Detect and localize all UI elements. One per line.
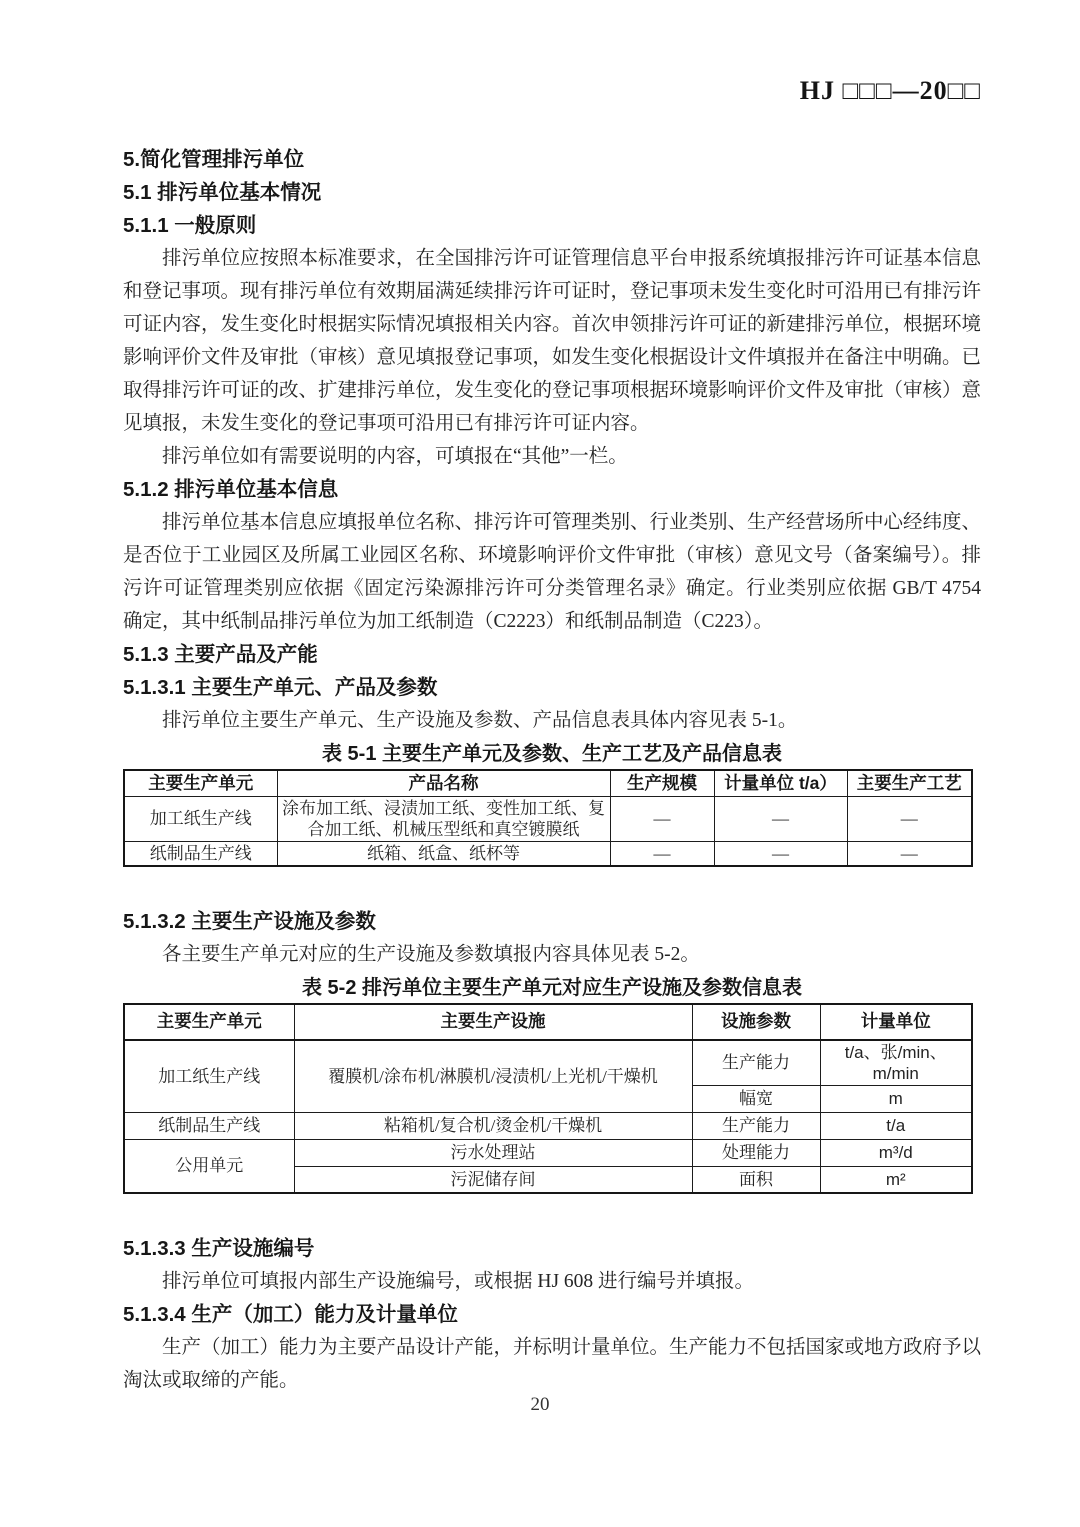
table-5-1-caption: 表 5-1 主要生产单元及参数、生产工艺及产品信息表	[321, 743, 783, 765]
cell-products: 纸箱、纸盒、纸杯等	[277, 841, 610, 866]
paragraph-general-principles: 排污单位应按照本标准要求，在全国排污许可证管理信息平台申报系统填报排污许可证基本信息和登记事项。现有排污单位有效期届满延续排污许可证时，登记事项未发生变化时可沿用已有排污许可证内容，发生变化时根据实际情况填报相关内容。首次申领排污许可证的新建排污单位，根据环境影响评价文件及审批（审核）意见填报登记事项，如发生变化根据设计文件填报并在备注中明确。已取得排污许可证的改、扩建排污单位，发生变化的登记事项根据环境影响评价文件及审批（审核）意见填报，未发生变化的登记事项可沿用已有排污许可证内容。	[123, 248, 982, 434]
table-row	[124, 841, 972, 866]
cell-param: 面积	[692, 1166, 820, 1193]
cell-measure: m³/d	[820, 1139, 972, 1166]
cell-unit: 纸制品生产线	[124, 841, 277, 866]
column-header-measure-unit: 计量单位	[820, 1004, 972, 1040]
column-header-scale: 生产规模	[610, 770, 714, 796]
table-5-1	[123, 769, 973, 867]
heading-5: 5.简化管理排污单位	[123, 148, 305, 171]
cell-measure: m	[820, 1085, 972, 1112]
cell-process: —	[847, 841, 972, 866]
cell-param: 处理能力	[692, 1139, 820, 1166]
heading-5-1-1: 5.1.1 一般原则	[123, 214, 257, 237]
column-header-facility-param: 设施参数	[692, 1004, 820, 1040]
paragraph-facility-numbering: 排污单位可填报内部生产设施编号，或根据 HJ 608 进行编号并填报。	[162, 1271, 755, 1292]
cell-unit: 加工纸生产线	[124, 1040, 294, 1113]
heading-5-1-3-4: 5.1.3.4 生产（加工）能力及计量单位	[123, 1303, 458, 1326]
cell-measure: —	[714, 796, 847, 841]
cell-facility: 污泥储存间	[294, 1166, 692, 1193]
table-row	[124, 796, 972, 841]
heading-5-1-3-2: 5.1.3.2 主要生产设施及参数	[123, 909, 376, 933]
cell-measure: —	[714, 841, 847, 866]
cell-param: 生产能力	[692, 1040, 820, 1086]
cell-param: 生产能力	[692, 1112, 820, 1139]
cell-facility: 污水处理站	[294, 1139, 692, 1166]
cell-measure: t/a	[820, 1112, 972, 1139]
cell-facility: 粘箱机/复合机/烫金机/干燥机	[294, 1112, 692, 1139]
column-header-product-name: 产品名称	[277, 770, 610, 796]
standard-code-header: HJ □□□—20□□	[799, 76, 981, 105]
paragraph-basic-info: 排污单位基本信息应填报单位名称、排污许可管理类别、行业类别、生产经营场所中心经纬度、是否位于工业园区及所属工业园区名称、环境影响评价文件审批（审核）意见文号（备案编号）。排污许可证管理类别应依据《固定污染源排污许可分类管理名录》确定。行业类别应依据 GB/T 4754 确定，其中纸制品排污单位为加工纸制造（C2223）和纸制品制造（C223）。	[123, 512, 982, 632]
heading-5-1: 5.1 排污单位基本情况	[123, 181, 322, 204]
page-content	[123, 0, 981, 1397]
paragraph-other-note: 排污单位如有需要说明的内容，可填报在“其他”一栏。	[162, 446, 628, 467]
cell-measure: m²	[820, 1166, 972, 1193]
cell-param: 幅宽	[692, 1085, 820, 1112]
table-5-2-header-row	[124, 1004, 972, 1040]
cell-scale: —	[610, 841, 714, 866]
table-row	[124, 1139, 972, 1166]
table-5-2	[123, 1003, 973, 1195]
cell-scale: —	[610, 796, 714, 841]
table-row	[124, 1112, 972, 1139]
column-header-process: 主要生产工艺	[847, 770, 972, 796]
table-row	[124, 1040, 972, 1086]
column-header-unit: 主要生产单元	[124, 1004, 294, 1040]
cell-unit: 加工纸生产线	[124, 796, 277, 841]
table-5-2-caption: 表 5-2 排污单位主要生产单元对应生产设施及参数信息表	[301, 976, 803, 999]
paragraph-see-table-5-1: 排污单位主要生产单元、生产设施及参数、产品信息表具体内容见表 5-1。	[162, 710, 798, 731]
table-5-1-header-row	[124, 770, 972, 796]
page-number: 20	[530, 1394, 550, 1415]
cell-unit: 纸制品生产线	[124, 1112, 294, 1139]
cell-measure: t/a、张/min、m/min	[820, 1040, 972, 1086]
heading-5-1-3-3: 5.1.3.3 生产设施编号	[123, 1237, 315, 1260]
column-header-measure: 计量单位 t/a）	[714, 770, 847, 796]
cell-process: —	[847, 796, 972, 841]
heading-5-1-3-1: 5.1.3.1 主要生产单元、产品及参数	[123, 676, 438, 699]
paragraph-capacity: 生产（加工）能力为主要产品设计产能，并标明计量单位。生产能力不包括国家或地方政府予以淘汰或取缔的产能。	[123, 1337, 982, 1391]
column-header-facility: 主要生产设施	[294, 1004, 692, 1040]
paragraph-see-table-5-2: 各主要生产单元对应的生产设施及参数填报内容具体见表 5-2。	[162, 943, 700, 965]
cell-unit: 公用单元	[124, 1139, 294, 1193]
heading-5-1-3: 5.1.3 主要产品及产能	[123, 643, 318, 666]
cell-facility: 覆膜机/涂布机/淋膜机/浸渍机/上光机/干燥机	[294, 1040, 692, 1113]
cell-products: 涂布加工纸、浸渍加工纸、变性加工纸、复合加工纸、机械压型纸和真空镀膜纸	[277, 796, 610, 841]
heading-5-1-2: 5.1.2 排污单位基本信息	[123, 478, 339, 501]
column-header-unit: 主要生产单元	[124, 770, 277, 796]
